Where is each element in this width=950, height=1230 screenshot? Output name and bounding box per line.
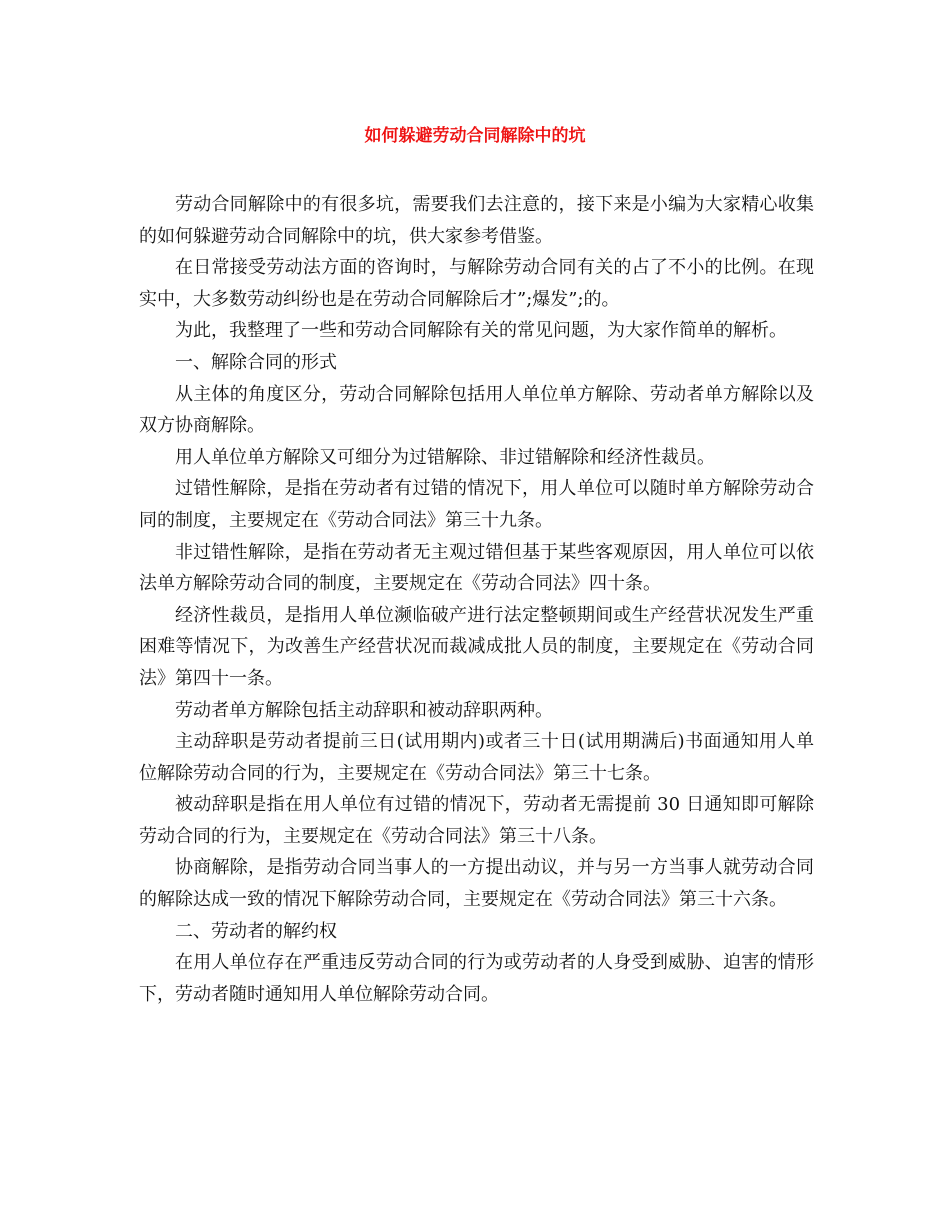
paragraph: 为此，我整理了一些和劳动合同解除有关的常见问题，为大家作简单的解析。 — [175, 320, 787, 342]
section-heading: 二、劳动者的解约权 — [175, 920, 337, 942]
paragraph: 劳动合同解除中的有很多坑，需要我们去注意的，接下来是小编为大家精心收集的如何躲避劳动合同解除中的坑，供大家参考借鉴。 — [139, 194, 814, 247]
paragraph: 从主体的角度区分，劳动合同解除包括用人单位单方解除、劳动者单方解除以及双方协商解除。 — [139, 383, 814, 437]
paragraph: 协商解除，是指劳动合同当事人的一方提出动议，并与另一方当事人就劳动合同的解除达成一致的情况下解除劳动合同，主要规定在《劳动合同法》第三十六条。 — [139, 857, 814, 911]
paragraph: 劳动者单方解除包括主动辞职和被动辞职两种。 — [175, 699, 553, 721]
document-body — [139, 189, 814, 1010]
paragraph: 主动辞职是劳动者提前三日(试用期内)或者三十日(试用期满后)书面通知用人单位解除劳动合同的行为，主要规定在《劳动合同法》第三十七条。 — [139, 731, 814, 784]
paragraph: 在日常接受劳动法方面的咨询时，与解除劳动合同有关的占了不小的比例。在现实中，大多数劳动纠纷也是在劳动合同解除后才”;爆发”;的。 — [139, 257, 814, 310]
paragraph: 在用人单位存在严重违反劳动合同的行为或劳动者的人身受到威胁、迫害的情形下，劳动者随时通知用人单位解除劳动合同。 — [139, 952, 814, 1005]
document-title: 如何躲避劳动合同解除中的坑 — [364, 126, 586, 146]
paragraph: 用人单位单方解除又可细分为过错解除、非过错解除和经济性裁员。 — [175, 446, 715, 468]
paragraph: 非过错性解除，是指在劳动者无主观过错但基于某些客观原因，用人单位可以依法单方解除劳动合同的制度，主要规定在《劳动合同法》四十条。 — [139, 541, 814, 595]
paragraph: 经济性裁员，是指用人单位濒临破产进行法定整顿期间或生产经营状况发生严重困难等情况下，为改善生产经营状况而裁减成批人员的制度，主要规定在《劳动合同法》第四十一条。 — [139, 604, 814, 689]
section-heading: 一、解除合同的形式 — [175, 351, 337, 373]
paragraph: 被动辞职是指在用人单位有过错的情况下，劳动者无需提前 30 日通知即可解除劳动合同的行为，主要规定在《劳动合同法》第三十八条。 — [139, 794, 814, 847]
paragraph: 过错性解除，是指在劳动者有过错的情况下，用人单位可以随时单方解除劳动合同的制度，主要规定在《劳动合同法》第三十九条。 — [139, 478, 814, 531]
